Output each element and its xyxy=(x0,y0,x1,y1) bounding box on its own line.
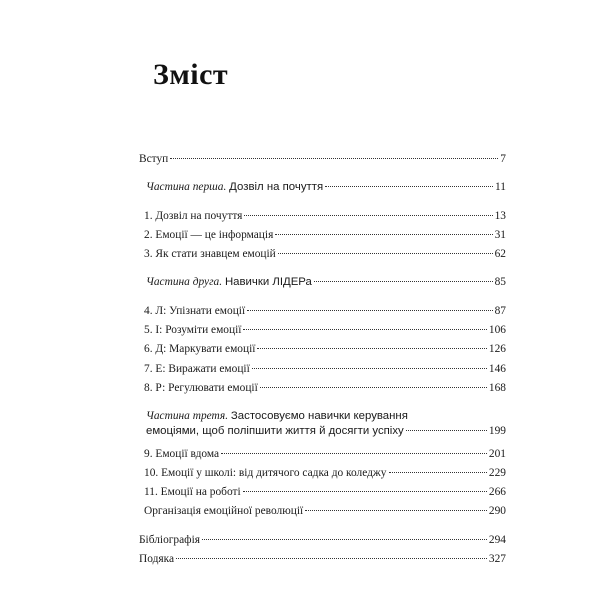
toc-page-number: 229 xyxy=(488,466,506,479)
toc-entry xyxy=(139,504,506,518)
toc-part-3-line-2 xyxy=(139,424,506,438)
toc-entry-label: 6. Д: Маркувати емоції xyxy=(144,343,256,356)
part-title: Навички ЛІДЕРа xyxy=(224,276,312,289)
toc-entry xyxy=(139,342,506,356)
toc-entry-label: 9. Емоції вдома xyxy=(144,447,220,460)
dot-leader xyxy=(243,491,487,492)
toc-entry-label: 1. Дозвіл на почуття xyxy=(144,209,243,222)
toc-entry xyxy=(139,362,506,376)
toc-part-1 xyxy=(139,180,506,194)
dot-leader xyxy=(389,472,487,473)
dot-leader xyxy=(243,329,486,330)
toc-page-number: 87 xyxy=(494,304,506,317)
dot-leader xyxy=(314,281,493,282)
toc-entry-label: 4. Л: Упізнати емоції xyxy=(144,304,246,317)
toc-entry-label: 7. Е: Виражати емоції xyxy=(144,362,250,375)
dot-leader xyxy=(247,310,492,311)
toc-page-number: 106 xyxy=(488,324,506,337)
toc-page-number: 201 xyxy=(488,447,506,460)
toc-page-number: 146 xyxy=(488,362,506,375)
toc-page-number: 168 xyxy=(488,381,506,394)
toc-entry-label: 8. Р: Регулювати емоції xyxy=(144,381,258,394)
toc-entry xyxy=(139,323,506,337)
toc-entry xyxy=(139,447,506,461)
dot-leader xyxy=(325,186,493,187)
dot-leader xyxy=(221,453,487,454)
dot-leader xyxy=(170,158,498,159)
dot-leader xyxy=(305,510,487,511)
toc-entry-label: 5. І: Розуміти емоції xyxy=(144,324,242,337)
toc-entry xyxy=(139,381,506,395)
toc-entry-label: Подяка xyxy=(139,553,175,566)
toc-part-3-line-1 xyxy=(139,409,506,423)
toc-entry-label: 3. Як стати знавцем емоцій xyxy=(144,248,276,261)
toc-page-number: 266 xyxy=(488,486,506,499)
toc-entry-label: 2. Емоції — це інформація xyxy=(144,228,274,241)
toc-entry-intro xyxy=(139,152,506,166)
dot-leader xyxy=(406,430,487,431)
toc-entry xyxy=(139,466,506,480)
part-title: Дозвіл на почуття xyxy=(229,181,324,194)
toc-entry xyxy=(139,228,506,242)
dot-leader xyxy=(244,215,492,216)
toc-page-number: 7 xyxy=(500,153,506,165)
part-prefix: Частина перша. xyxy=(146,181,227,194)
toc-entry-label: 11. Емоції на роботі xyxy=(144,486,241,499)
toc-entry-label: Організація емоційної революції xyxy=(144,505,304,518)
dot-leader xyxy=(257,348,486,349)
toc-part-2 xyxy=(139,275,506,289)
toc-page-number: 327 xyxy=(488,553,506,566)
toc-page-number: 85 xyxy=(494,276,506,289)
dot-leader xyxy=(252,368,487,369)
part-prefix: Частина третя. xyxy=(146,410,229,423)
toc-entry-label: Вступ xyxy=(139,153,169,165)
part-prefix: Частина друга. xyxy=(146,276,223,289)
part-title: Застосовуємо навички керування xyxy=(230,410,408,423)
toc-entry xyxy=(139,485,506,499)
toc-page-number: 294 xyxy=(488,533,506,546)
toc-entry-label: Бібліографія xyxy=(139,533,200,546)
page-title: Зміст xyxy=(153,58,229,91)
dot-leader xyxy=(176,558,487,559)
toc-page-number: 199 xyxy=(488,425,506,438)
toc-entry-bibliography xyxy=(139,533,506,547)
toc-entry-label: 10. Емоції у школі: від дитячого садка до коледжу xyxy=(144,466,387,479)
dot-leader xyxy=(260,387,487,388)
toc-page-number: 13 xyxy=(494,209,506,222)
toc-entry xyxy=(139,209,506,223)
toc-entry xyxy=(139,247,506,261)
dot-leader xyxy=(202,539,487,540)
table-of-contents xyxy=(139,152,506,571)
toc-entry-thanks xyxy=(139,552,506,566)
dot-leader xyxy=(275,234,492,235)
part-title-continued: емоціями, щоб поліпшити життя й досягти успіху xyxy=(146,425,404,438)
toc-page-number: 126 xyxy=(488,343,506,356)
toc-page-number: 31 xyxy=(494,228,506,241)
toc-entry xyxy=(139,304,506,318)
toc-page-number: 11 xyxy=(495,181,506,194)
toc-page-number: 290 xyxy=(488,505,506,518)
toc-page-number: 62 xyxy=(494,248,506,261)
dot-leader xyxy=(278,253,493,254)
